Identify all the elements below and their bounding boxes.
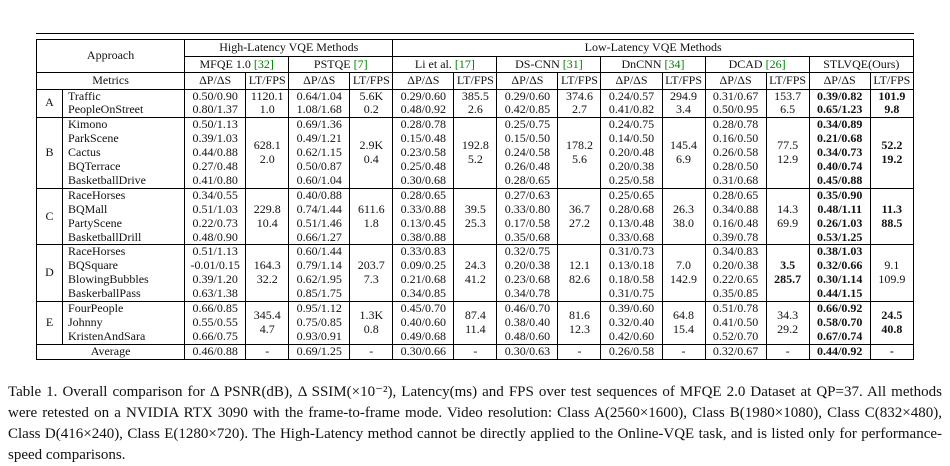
delta-psnr-ssim-cell: 0.48/1.11 (809, 203, 870, 217)
lt-fps-col-header: LT/FPS (350, 73, 393, 90)
delta-psnr-ssim-cell: 0.44/0.88 (185, 146, 246, 160)
lt-fps-col-header: LT/FPS (246, 73, 289, 90)
latency-fps-cell: 24.5 40.8 (870, 302, 913, 345)
latency-fps-cell: 1.3K 0.8 (350, 302, 393, 345)
citation-link[interactable]: [34] (664, 56, 685, 71)
method-header: MFQE 1.0 [32] (185, 56, 289, 73)
delta-psnr-ssim-cell: 0.27/0.63 (497, 188, 558, 202)
table-row (37, 344, 914, 359)
delta-psnr-ssim-cell: 0.45/0.88 (809, 174, 870, 188)
delta-psnr-ssim-cell: 0.20/0.38 (601, 160, 662, 174)
delta-psnr-ssim-cell: 0.51/1.03 (185, 203, 246, 217)
delta-psnr-ssim-cell: 0.74/1.44 (289, 203, 350, 217)
sequence-name: BQSquare (63, 259, 185, 273)
delta-psnr-ssim-cell: 0.62/1.95 (289, 273, 350, 287)
delta-psnr-ssim-cell: 0.39/0.60 (601, 302, 662, 316)
delta-psnr-ssim-cell: 0.29/0.60 (393, 89, 454, 103)
delta-psnr-ssim-cell: 0.52/0.70 (705, 330, 766, 344)
delta-psnr-ssim-cell: 0.15/0.50 (497, 132, 558, 146)
method-header: DnCNN [34] (601, 56, 705, 73)
method-header: PSTQE [7] (289, 56, 393, 73)
delta-psnr-ssim-cell: 0.26/0.48 (497, 160, 558, 174)
delta-psnr-ssim-cell: 0.48/0.90 (185, 231, 246, 245)
delta-psnr-ssim-cell: 0.17/0.58 (497, 217, 558, 231)
delta-psnr-ssim-cell: 0.44/0.92 (809, 344, 870, 359)
delta-psnr-ssim-cell: 0.35/0.90 (809, 188, 870, 202)
delta-psnr-ssim-cell: 0.30/1.14 (809, 273, 870, 287)
latency-fps-cell: 11.3 88.5 (870, 188, 913, 245)
latency-fps-cell: 26.3 38.0 (662, 188, 705, 245)
delta-psnr-ssim-cell: 0.16/0.50 (705, 132, 766, 146)
latency-fps-cell: - (454, 344, 497, 359)
delta-psnr-ssim-cell: 0.34/0.78 (497, 287, 558, 301)
sequence-name: BaskerballPass (63, 287, 185, 301)
table-row (37, 302, 914, 316)
latency-fps-cell: 374.6 2.7 (558, 89, 601, 118)
delta-psnr-ssim-cell: 0.67/0.74 (809, 330, 870, 344)
high-latency-group-header: High-Latency VQE Methods (185, 40, 393, 57)
delta-psnr-ssim-cell: 0.26/1.03 (809, 217, 870, 231)
latency-fps-cell: 7.0 142.9 (662, 245, 705, 302)
latency-fps-cell: 145.4 6.9 (662, 118, 705, 189)
delta-psnr-ssim-cell: 0.25/0.75 (497, 118, 558, 132)
metrics-header-row (37, 73, 914, 90)
sequence-name: BasketballDrive (63, 174, 185, 188)
delta-psnr-ssim-cell: 0.20/0.38 (497, 259, 558, 273)
delta-psnr-ssim-cell: 0.33/0.68 (601, 231, 662, 245)
delta-psnr-ssim-cell: 0.27/0.48 (185, 160, 246, 174)
delta-psnr-ssim-cell: 0.28/0.78 (705, 118, 766, 132)
average-group (37, 344, 914, 359)
delta-psnr-ssim-cell: 0.39/0.78 (705, 231, 766, 245)
class-letter: D (37, 245, 63, 302)
delta-psnr-ssim-cell: 0.28/0.78 (393, 118, 454, 132)
delta-psnr-ssim-cell: 0.46/0.70 (497, 302, 558, 316)
latency-fps-cell: - (766, 344, 809, 359)
delta-psnr-ssim-cell: 0.65/1.23 (809, 103, 870, 117)
latency-fps-cell: 229.8 10.4 (246, 188, 289, 245)
results-table (36, 39, 914, 360)
latency-fps-cell: 12.1 82.6 (558, 245, 601, 302)
delta-psnr-ssim-cell: 0.23/0.68 (497, 273, 558, 287)
delta-psnr-ssim-cell: 0.66/0.92 (809, 302, 870, 316)
dp-ds-col-header: ΔP/ΔS (601, 73, 662, 90)
dp-ds-col-header: ΔP/ΔS (393, 73, 454, 90)
delta-psnr-ssim-cell: 0.50/0.90 (185, 89, 246, 103)
delta-psnr-ssim-cell: 0.21/0.68 (809, 132, 870, 146)
latency-fps-cell: 385.5 2.6 (454, 89, 497, 118)
latency-fps-cell: 2.9K 0.4 (350, 118, 393, 189)
delta-psnr-ssim-cell: 0.40/0.74 (809, 160, 870, 174)
delta-psnr-ssim-cell: 0.24/0.58 (497, 146, 558, 160)
latency-fps-cell: 64.8 15.4 (662, 302, 705, 345)
delta-psnr-ssim-cell: 0.66/0.75 (185, 330, 246, 344)
delta-psnr-ssim-cell: 0.26/0.58 (705, 146, 766, 160)
low-latency-group-header: Low-Latency VQE Methods (393, 40, 914, 57)
delta-psnr-ssim-cell: 0.35/0.68 (497, 231, 558, 245)
class-group-C (37, 188, 914, 245)
sequence-name: BQMall (63, 203, 185, 217)
results-table-wrapper (36, 33, 914, 360)
delta-psnr-ssim-cell: 0.46/0.88 (185, 344, 246, 359)
sequence-name: ParkScene (63, 132, 185, 146)
lt-fps-col-header: LT/FPS (662, 73, 705, 90)
delta-psnr-ssim-cell: 0.26/0.58 (601, 344, 662, 359)
delta-psnr-ssim-cell: 0.24/0.57 (601, 89, 662, 103)
delta-psnr-ssim-cell: 0.42/0.85 (497, 103, 558, 117)
delta-psnr-ssim-cell: 0.33/0.80 (497, 203, 558, 217)
delta-psnr-ssim-cell: 0.39/0.82 (809, 89, 870, 103)
table-row (37, 188, 914, 202)
delta-psnr-ssim-cell: 0.49/1.21 (289, 132, 350, 146)
delta-psnr-ssim-cell: 0.64/1.04 (289, 89, 350, 103)
table-row (37, 89, 914, 103)
citation-link[interactable]: [7] (353, 56, 368, 71)
delta-psnr-ssim-cell: 0.95/1.12 (289, 302, 350, 316)
delta-psnr-ssim-cell: 0.28/0.50 (705, 160, 766, 174)
class-group-D (37, 245, 914, 302)
latency-fps-cell: 192.8 5.2 (454, 118, 497, 189)
sequence-name: BlowingBubbles (63, 273, 185, 287)
dp-ds-col-header: ΔP/ΔS (497, 73, 558, 90)
delta-psnr-ssim-cell: 0.38/1.03 (809, 245, 870, 259)
delta-psnr-ssim-cell: 0.79/1.14 (289, 259, 350, 273)
delta-psnr-ssim-cell: 0.53/1.25 (809, 231, 870, 245)
delta-psnr-ssim-cell: 0.38/0.40 (497, 316, 558, 330)
delta-psnr-ssim-cell: 0.14/0.50 (601, 132, 662, 146)
latency-fps-cell: 203.7 7.3 (350, 245, 393, 302)
delta-psnr-ssim-cell: 0.22/0.73 (185, 217, 246, 231)
delta-psnr-ssim-cell: 0.41/0.80 (185, 174, 246, 188)
delta-psnr-ssim-cell: 0.48/0.60 (497, 330, 558, 344)
delta-psnr-ssim-cell: 0.16/0.48 (705, 217, 766, 231)
delta-psnr-ssim-cell: 0.29/0.60 (497, 89, 558, 103)
delta-psnr-ssim-cell: 0.32/0.75 (497, 245, 558, 259)
delta-psnr-ssim-cell: 0.28/0.65 (393, 188, 454, 202)
delta-psnr-ssim-cell: 0.20/0.48 (601, 146, 662, 160)
delta-psnr-ssim-cell: 0.60/1.04 (289, 174, 350, 188)
delta-psnr-ssim-cell: 0.31/0.73 (601, 245, 662, 259)
latency-fps-cell: 39.5 25.3 (454, 188, 497, 245)
row-label-average: Average (37, 344, 185, 359)
delta-psnr-ssim-cell: 0.34/0.85 (393, 287, 454, 301)
method-header: DS-CNN [31] (497, 56, 601, 73)
delta-psnr-ssim-cell: 0.34/0.55 (185, 188, 246, 202)
delta-psnr-ssim-cell: 0.80/1.37 (185, 103, 246, 117)
delta-psnr-ssim-cell: 0.39/1.20 (185, 273, 246, 287)
lt-fps-col-header: LT/FPS (766, 73, 809, 90)
latency-fps-cell: 1120.1 1.0 (246, 89, 289, 118)
latency-fps-cell: 294.9 3.4 (662, 89, 705, 118)
table-row (37, 118, 914, 132)
delta-psnr-ssim-cell: 0.41/0.50 (705, 316, 766, 330)
delta-psnr-ssim-cell: 0.09/0.25 (393, 259, 454, 273)
citation-link[interactable]: [31] (562, 56, 583, 71)
latency-fps-cell: 5.6K 0.2 (350, 89, 393, 118)
method-header: Li et al. [17] (393, 56, 497, 73)
delta-psnr-ssim-cell: 0.34/0.73 (809, 146, 870, 160)
delta-psnr-ssim-cell: 0.25/0.58 (601, 174, 662, 188)
latency-fps-cell: 81.6 12.3 (558, 302, 601, 345)
delta-psnr-ssim-cell: 0.60/1.44 (289, 245, 350, 259)
class-letter: E (37, 302, 63, 345)
table-caption: Table 1. Overall comparison for Δ PSNR(dB), Δ SSIM(×10⁻²), Latency(ms) and FPS over test sequences of MFQE 2.0 Dataset at QP=37. All methods were retested on a NVIDIA RTX 3090 with the frame-to-frame mode. Video resolution: Class A(2560×1600), Class B(1980×1080), Class C(832×480), Class D(416×240), Class E(1280×720). The High-Latency method cannot be directly applied to the Online-VQE task, and is listed only for performance-speed comparisons. (8, 383, 942, 463)
delta-psnr-ssim-cell: 0.24/0.75 (601, 118, 662, 132)
latency-fps-cell: 24.3 41.2 (454, 245, 497, 302)
citation-link[interactable]: [26] (765, 56, 786, 71)
table-header (37, 40, 914, 90)
delta-psnr-ssim-cell: 0.51/1.13 (185, 245, 246, 259)
delta-psnr-ssim-cell: 0.49/0.68 (393, 330, 454, 344)
delta-psnr-ssim-cell: 0.31/0.75 (601, 287, 662, 301)
delta-psnr-ssim-cell: 0.66/1.27 (289, 231, 350, 245)
latency-fps-cell: - (870, 344, 913, 359)
delta-psnr-ssim-cell: -0.01/0.15 (185, 259, 246, 273)
delta-psnr-ssim-cell: 0.13/0.48 (601, 217, 662, 231)
latency-fps-cell: 153.7 6.5 (766, 89, 809, 118)
delta-psnr-ssim-cell: 0.22/0.65 (705, 273, 766, 287)
delta-psnr-ssim-cell: 0.21/0.68 (393, 273, 454, 287)
sequence-name: Traffic (63, 89, 185, 103)
delta-psnr-ssim-cell: 0.32/0.40 (601, 316, 662, 330)
delta-psnr-ssim-cell: 0.25/0.48 (393, 160, 454, 174)
latency-fps-cell: - (558, 344, 601, 359)
delta-psnr-ssim-cell: 0.63/1.38 (185, 287, 246, 301)
delta-psnr-ssim-cell: 0.40/0.88 (289, 188, 350, 202)
latency-fps-cell: 345.4 4.7 (246, 302, 289, 345)
delta-psnr-ssim-cell: 0.34/0.89 (809, 118, 870, 132)
latency-fps-cell: 164.3 32.2 (246, 245, 289, 302)
sequence-name: FourPeople (63, 302, 185, 316)
sequence-name: Kimono (63, 118, 185, 132)
delta-psnr-ssim-cell: 0.18/0.58 (601, 273, 662, 287)
class-letter: A (37, 89, 63, 118)
delta-psnr-ssim-cell: 0.30/0.66 (393, 344, 454, 359)
delta-psnr-ssim-cell: 0.28/0.65 (705, 188, 766, 202)
delta-psnr-ssim-cell: 0.62/1.15 (289, 146, 350, 160)
latency-fps-cell: - (350, 344, 393, 359)
delta-psnr-ssim-cell: 0.30/0.68 (393, 174, 454, 188)
sequence-name: BasketballDrill (63, 231, 185, 245)
delta-psnr-ssim-cell: 0.28/0.65 (497, 174, 558, 188)
delta-psnr-ssim-cell: 0.39/1.03 (185, 132, 246, 146)
sequence-name: Cactus (63, 146, 185, 160)
delta-psnr-ssim-cell: 0.42/0.60 (601, 330, 662, 344)
delta-psnr-ssim-cell: 0.28/0.68 (601, 203, 662, 217)
latency-fps-cell: 36.7 27.2 (558, 188, 601, 245)
delta-psnr-ssim-cell: 0.20/0.38 (705, 259, 766, 273)
delta-psnr-ssim-cell: 0.58/0.70 (809, 316, 870, 330)
dp-ds-col-header: ΔP/ΔS (289, 73, 350, 90)
latency-fps-cell: 9.1 109.9 (870, 245, 913, 302)
delta-psnr-ssim-cell: 0.23/0.58 (393, 146, 454, 160)
delta-psnr-ssim-cell: 0.15/0.48 (393, 132, 454, 146)
delta-psnr-ssim-cell: 0.75/0.85 (289, 316, 350, 330)
delta-psnr-ssim-cell: 0.13/0.18 (601, 259, 662, 273)
method-header: DCAD [26] (705, 56, 809, 73)
delta-psnr-ssim-cell: 0.30/0.63 (497, 344, 558, 359)
delta-psnr-ssim-cell: 0.45/0.70 (393, 302, 454, 316)
table-row (37, 245, 914, 259)
delta-psnr-ssim-cell: 0.40/0.60 (393, 316, 454, 330)
class-letter: C (37, 188, 63, 245)
sequence-name: KristenAndSara (63, 330, 185, 344)
delta-psnr-ssim-cell: 1.08/1.68 (289, 103, 350, 117)
latency-fps-cell: 34.3 29.2 (766, 302, 809, 345)
latency-fps-cell: 77.5 12.9 (766, 118, 809, 189)
delta-psnr-ssim-cell: 0.33/0.88 (393, 203, 454, 217)
delta-psnr-ssim-cell: 0.69/1.36 (289, 118, 350, 132)
delta-psnr-ssim-cell: 0.51/1.46 (289, 217, 350, 231)
delta-psnr-ssim-cell: 0.93/0.91 (289, 330, 350, 344)
latency-fps-cell: 628.1 2.0 (246, 118, 289, 189)
latency-fps-cell: 3.5 285.7 (766, 245, 809, 302)
delta-psnr-ssim-cell: 0.85/1.75 (289, 287, 350, 301)
delta-psnr-ssim-cell: 0.38/0.88 (393, 231, 454, 245)
delta-psnr-ssim-cell: 0.41/0.82 (601, 103, 662, 117)
dp-ds-col-header: ΔP/ΔS (185, 73, 246, 90)
approach-header: Approach (37, 40, 185, 73)
sequence-name: PartyScene (63, 217, 185, 231)
citation-link[interactable]: [17] (454, 56, 475, 71)
delta-psnr-ssim-cell: 0.50/1.13 (185, 118, 246, 132)
delta-psnr-ssim-cell: 0.66/0.85 (185, 302, 246, 316)
latency-fps-cell: 101.9 9.8 (870, 89, 913, 118)
citation-link[interactable]: [32] (253, 56, 274, 71)
latency-fps-cell: - (662, 344, 705, 359)
delta-psnr-ssim-cell: 0.69/1.25 (289, 344, 350, 359)
metrics-header: Metrics (37, 73, 185, 90)
delta-psnr-ssim-cell: 0.34/0.83 (705, 245, 766, 259)
delta-psnr-ssim-cell: 0.50/0.87 (289, 160, 350, 174)
latency-fps-cell: - (246, 344, 289, 359)
class-letter: B (37, 118, 63, 189)
delta-psnr-ssim-cell: 0.51/0.78 (705, 302, 766, 316)
latency-fps-cell: 611.6 1.8 (350, 188, 393, 245)
delta-psnr-ssim-cell: 0.31/0.67 (705, 89, 766, 103)
delta-psnr-ssim-cell: 0.32/0.67 (705, 344, 766, 359)
sequence-name: PeopleOnStreet (63, 103, 185, 117)
class-group-B (37, 118, 914, 189)
latency-fps-cell: 52.2 19.2 (870, 118, 913, 189)
sequence-name: BQTerrace (63, 160, 185, 174)
sequence-name: Johnny (63, 316, 185, 330)
delta-psnr-ssim-cell: 0.55/0.55 (185, 316, 246, 330)
delta-psnr-ssim-cell: 0.31/0.68 (705, 174, 766, 188)
lt-fps-col-header: LT/FPS (558, 73, 601, 90)
lt-fps-col-header: LT/FPS (454, 73, 497, 90)
delta-psnr-ssim-cell: 0.25/0.65 (601, 188, 662, 202)
delta-psnr-ssim-cell: 0.33/0.83 (393, 245, 454, 259)
delta-psnr-ssim-cell: 0.50/0.95 (705, 103, 766, 117)
delta-psnr-ssim-cell: 0.32/0.66 (809, 259, 870, 273)
header-group-row (37, 40, 914, 57)
class-group-A (37, 89, 914, 118)
dp-ds-col-header: ΔP/ΔS (705, 73, 766, 90)
latency-fps-cell: 178.2 5.6 (558, 118, 601, 189)
delta-psnr-ssim-cell: 0.13/0.45 (393, 217, 454, 231)
sequence-name: RaceHorses (63, 188, 185, 202)
delta-psnr-ssim-cell: 0.44/1.15 (809, 287, 870, 301)
latency-fps-cell: 14.3 69.9 (766, 188, 809, 245)
lt-fps-col-header: LT/FPS (870, 73, 913, 90)
dp-ds-col-header: ΔP/ΔS (809, 73, 870, 90)
class-group-E (37, 302, 914, 345)
sequence-name: RaceHorses (63, 245, 185, 259)
delta-psnr-ssim-cell: 0.35/0.85 (705, 287, 766, 301)
method-header: STLVQE(Ours) (809, 56, 913, 73)
delta-psnr-ssim-cell: 0.48/0.92 (393, 103, 454, 117)
latency-fps-cell: 87.4 11.4 (454, 302, 497, 345)
delta-psnr-ssim-cell: 0.34/0.88 (705, 203, 766, 217)
